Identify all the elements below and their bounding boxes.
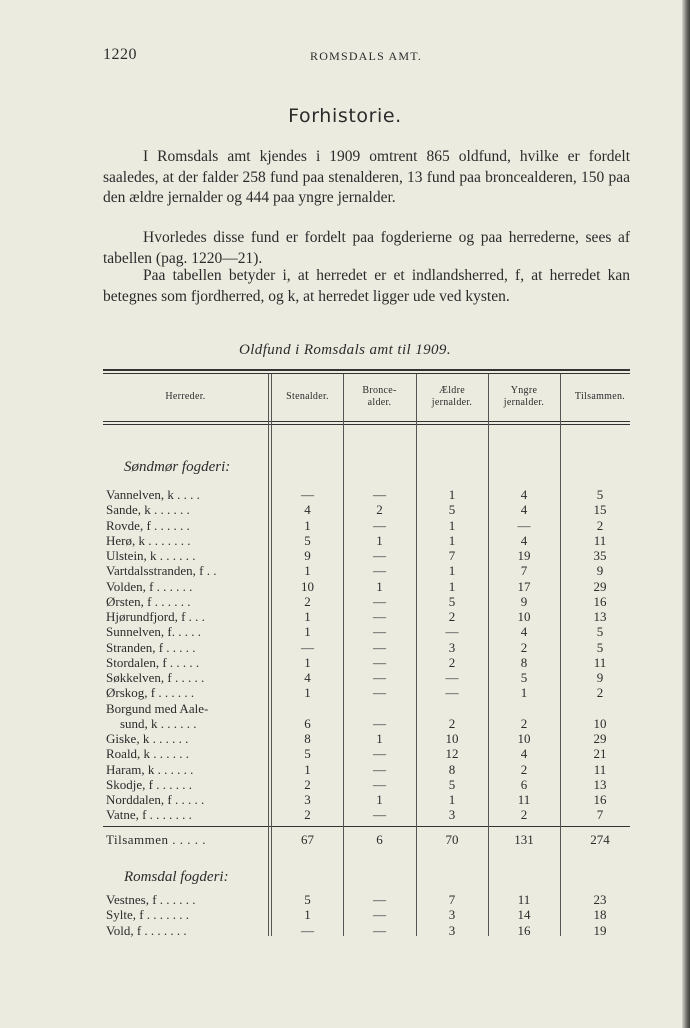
cell-value: 11 [593, 655, 607, 670]
table-row [0, 594, 690, 609]
cell-value: — [373, 907, 386, 922]
cell-value: 17 [517, 579, 531, 594]
cell-value: 70 [445, 832, 459, 847]
cell-value: 29 [593, 579, 607, 594]
cell-value: 3 [448, 807, 456, 822]
cell-value: 5 [596, 487, 604, 502]
cell-value: 3 [448, 923, 456, 938]
cell-value: — [373, 777, 386, 792]
cell-value: 1 [376, 731, 383, 746]
cell-value: — [373, 685, 386, 700]
cell-value: 10 [445, 731, 459, 746]
header-bottom-rule-inner [103, 424, 630, 425]
cell-value: 11 [593, 762, 607, 777]
cell-value: 2 [520, 807, 528, 822]
cell-value: — [445, 670, 459, 685]
column-header-broncealder: Bronce- alder. [362, 385, 397, 408]
cell-value: 14 [517, 907, 531, 922]
herred-name: Ørskog, f . . . . . . [106, 685, 195, 700]
cell-value: 1 [304, 609, 311, 624]
cell-value: 5 [304, 746, 311, 761]
cell-value: — [373, 655, 386, 670]
table-caption: Oldfund i Romsdals amt til 1909. [239, 342, 451, 358]
cell-value: 1 [304, 624, 311, 639]
cell-value: — [373, 670, 386, 685]
herred-name: Skodje, f . . . . . . [106, 777, 192, 792]
fogderi-heading: Romsdal fogderi: [124, 869, 229, 885]
table-row [0, 563, 690, 578]
table-row [0, 746, 690, 761]
table-top-rule [103, 369, 630, 371]
cell-value: — [301, 923, 314, 938]
cell-value: 35 [593, 548, 607, 563]
table-row [0, 731, 690, 746]
cell-value: 9 [520, 594, 528, 609]
cell-value: 10 [517, 609, 531, 624]
cell-value: 16 [593, 792, 607, 807]
cell-value: 13 [593, 777, 607, 792]
herred-name: Borgund med Aale- [106, 701, 209, 716]
cell-value: — [373, 892, 386, 907]
table-row [0, 655, 690, 670]
cell-value: 1 [448, 563, 456, 578]
header-bottom-rule [103, 421, 630, 422]
cell-value: — [373, 746, 386, 761]
cell-value: 16 [517, 923, 531, 938]
cell-value: 9 [596, 563, 604, 578]
column-header-yngre-jernalder: Yngre jernalder. [503, 385, 545, 408]
cell-value: — [517, 518, 531, 533]
section-title: Forhistorie. [288, 105, 402, 127]
cell-value: 5 [304, 892, 311, 907]
cell-value: 5 [448, 594, 456, 609]
cell-value: 11 [517, 792, 531, 807]
cell-value: 1 [520, 685, 528, 700]
cell-value: 1 [448, 579, 456, 594]
cell-value: 274 [590, 832, 610, 847]
cell-value: 1 [448, 518, 456, 533]
table-row [0, 518, 690, 533]
table-row [0, 624, 690, 639]
cell-value: 4 [520, 624, 528, 639]
cell-value: 11 [593, 533, 607, 548]
cell-value: 5 [520, 670, 528, 685]
cell-value: 16 [593, 594, 607, 609]
cell-value: 7 [596, 807, 604, 822]
cell-value: 10 [593, 716, 607, 731]
cell-value: 6 [304, 716, 311, 731]
table-row [0, 487, 690, 502]
herred-name: Giske, k . . . . . . [106, 731, 189, 746]
total-rule [103, 826, 630, 827]
cell-value: 7 [448, 892, 456, 907]
herred-name: Sande, k . . . . . . [106, 502, 190, 517]
cell-value: 5 [448, 502, 456, 517]
cell-value: 4 [520, 533, 528, 548]
cell-value: 5 [596, 640, 604, 655]
herred-name: Vatne, f . . . . . . . [106, 807, 192, 822]
herred-name: Sunnelven, f. . . . . [106, 624, 201, 639]
table-row [0, 907, 690, 922]
cell-value: 10 [301, 579, 314, 594]
table-row [0, 792, 690, 807]
herred-name: Vestnes, f . . . . . . [106, 892, 196, 907]
table-row [0, 762, 690, 777]
cell-value: 10 [517, 731, 531, 746]
cell-value: 2 [304, 807, 311, 822]
cell-value: 2 [596, 685, 604, 700]
table-row [0, 807, 690, 822]
cell-value: 3 [448, 907, 456, 922]
cell-value: 1 [376, 533, 383, 548]
herred-name: Vartdalsstranden, f . . [106, 563, 217, 578]
cell-value: 1 [304, 762, 311, 777]
cell-value: — [373, 923, 386, 938]
cell-value: 2 [376, 502, 383, 517]
herred-name: Herø, k . . . . . . . [106, 533, 191, 548]
cell-value: 4 [304, 670, 311, 685]
cell-value: 2 [448, 655, 456, 670]
herred-name: Rovde, f . . . . . . [106, 518, 190, 533]
herred-name: Søkkelven, f . . . . . [106, 670, 205, 685]
cell-value: 15 [593, 502, 607, 517]
cell-value: 1 [304, 655, 311, 670]
cell-value: — [373, 563, 386, 578]
cell-value: — [445, 624, 459, 639]
paragraph-2: Hvorledes disse fund er fordelt paa fogderierne og paa herrederne, sees af tabellen (pag. 1220—21). [103, 229, 630, 267]
cell-value: 5 [596, 624, 604, 639]
cell-value: 1 [376, 579, 383, 594]
herred-name: Vold, f . . . . . . . [106, 923, 187, 938]
cell-value: 1 [448, 792, 456, 807]
running-head: ROMSDALS AMT. [310, 49, 423, 63]
table-row [0, 579, 690, 594]
table-row [0, 670, 690, 685]
table-row [0, 892, 690, 907]
table-row [0, 923, 690, 938]
cell-value: 9 [304, 548, 311, 563]
cell-value: — [373, 624, 386, 639]
herred-name: Sylte, f . . . . . . . [106, 907, 190, 922]
cell-value: 21 [593, 746, 607, 761]
herred-name: Roald, k . . . . . . [106, 746, 190, 761]
column-header-tilsammen: Tilsammen. [574, 391, 626, 402]
cell-value: 8 [448, 762, 456, 777]
cell-value: 2 [304, 777, 311, 792]
herred-name: Haram, k . . . . . . [106, 762, 194, 777]
cell-value: 4 [520, 746, 528, 761]
table-row [0, 548, 690, 563]
table-top-rule-inner [103, 373, 630, 374]
cell-value: 67 [301, 832, 314, 847]
cell-value: 1 [376, 792, 383, 807]
cell-value: 1 [448, 533, 456, 548]
paragraph-3: Paa tabellen betyder i, at herredet er et indlandsherred, f, at herredet kan betegnes som fjordherred, og k, at herredet ligger ude ved kysten. [103, 267, 630, 305]
cell-value: — [373, 548, 386, 563]
herred-name: sund, k . . . . . . [120, 716, 197, 731]
cell-value: — [445, 685, 459, 700]
cell-value: 4 [304, 502, 311, 517]
cell-value: 23 [593, 892, 607, 907]
herred-name: Stordalen, f . . . . . [106, 655, 200, 670]
cell-value: — [373, 594, 386, 609]
cell-value: 3 [448, 640, 456, 655]
cell-value: 8 [520, 655, 528, 670]
cell-value: 9 [596, 670, 604, 685]
column-header-herreder: Herreder. [165, 391, 206, 402]
cell-value: 2 [448, 609, 456, 624]
cell-value: 2 [520, 716, 528, 731]
cell-value: 131 [514, 832, 534, 847]
table-row [0, 502, 690, 517]
herred-name: Stranden, f . . . . . [106, 640, 196, 655]
cell-value: 7 [520, 563, 528, 578]
herred-name: Ulstein, k . . . . . . [106, 548, 196, 563]
cell-value: — [301, 487, 314, 502]
cell-value: — [373, 762, 386, 777]
total-row [0, 832, 690, 847]
cell-value: 2 [596, 518, 604, 533]
cell-value: 6 [520, 777, 528, 792]
cell-value: 19 [593, 923, 607, 938]
cell-value: — [373, 807, 386, 822]
cell-value: 3 [304, 792, 311, 807]
herred-name: Vannelven, k . . . . [106, 487, 200, 502]
cell-value: 8 [304, 731, 311, 746]
cell-value: 2 [448, 716, 456, 731]
cell-value: 13 [593, 609, 607, 624]
cell-value: 1 [304, 563, 311, 578]
herred-name: Hjørundfjord, f . . . [106, 609, 205, 624]
column-header-aeldre-jernalder: Ældre jernalder. [431, 385, 473, 408]
cell-value: 2 [520, 640, 528, 655]
table-row [0, 609, 690, 624]
cell-value: 4 [520, 487, 528, 502]
cell-value: 5 [448, 777, 456, 792]
table-row [0, 533, 690, 548]
cell-value: 18 [593, 907, 607, 922]
herred-name: Norddalen, f . . . . . [106, 792, 205, 807]
table-row [0, 685, 690, 700]
cell-value: 2 [520, 762, 528, 777]
fogderi-heading: Søndmør fogderi: [124, 459, 231, 475]
cell-value: 11 [517, 892, 531, 907]
cell-value: — [373, 487, 386, 502]
cell-value: 29 [593, 731, 607, 746]
page-number: 1220 [103, 46, 137, 63]
paragraph-1: I Romsdals amt kjendes i 1909 omtrent 865 oldfund, hvilke er fordelt saaledes, at der falder 258 fund paa stenalderen, 13 fund paa broncealderen, 150 paa den ældre jernalder og 444 paa yngre jernalder. [103, 148, 630, 206]
table-row [0, 777, 690, 792]
cell-value: 6 [376, 832, 383, 847]
cell-value: 4 [520, 502, 528, 517]
cell-value: 7 [448, 548, 456, 563]
cell-value: — [373, 640, 386, 655]
herred-name: Ørsten, f . . . . . . [106, 594, 191, 609]
herred-name: Tilsammen . . . . . [106, 832, 207, 847]
herred-name: Volden, f . . . . . . [106, 579, 193, 594]
table-row [0, 716, 690, 731]
cell-value: 1 [304, 685, 311, 700]
cell-value: — [373, 716, 386, 731]
cell-value: — [301, 640, 314, 655]
table-row [0, 701, 690, 716]
cell-value: 1 [304, 907, 311, 922]
table-row [0, 640, 690, 655]
cell-value: 5 [304, 533, 311, 548]
column-header-stenalder: Stenalder. [286, 391, 329, 402]
cell-value: 12 [445, 746, 459, 761]
cell-value: 1 [304, 518, 311, 533]
cell-value: — [373, 518, 386, 533]
cell-value: 2 [304, 594, 311, 609]
cell-value: 19 [517, 548, 531, 563]
cell-value: 1 [448, 487, 456, 502]
cell-value: — [373, 609, 386, 624]
